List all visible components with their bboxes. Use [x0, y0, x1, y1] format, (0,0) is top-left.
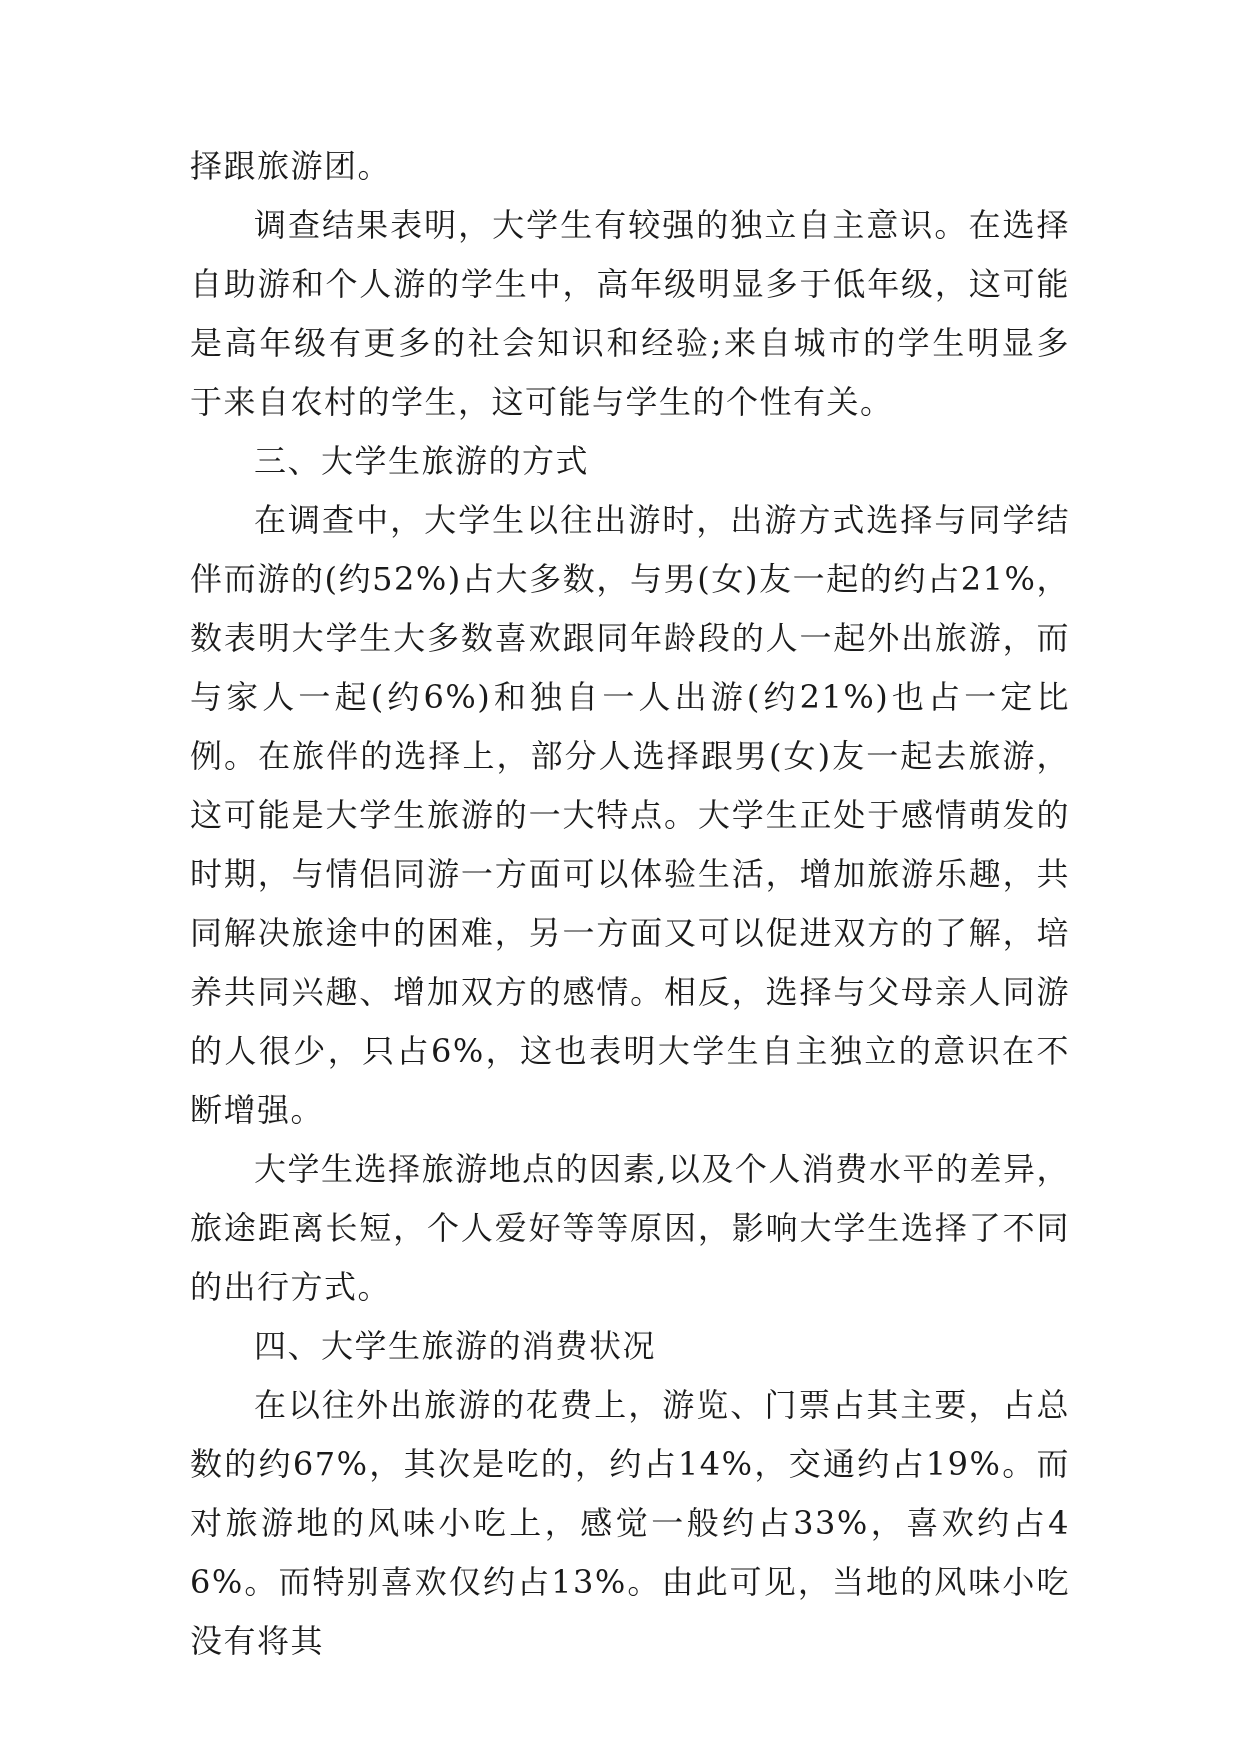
paragraph-independence: 调查结果表明，大学生有较强的独立自主意识。在选择自助游和个人游的学生中，高年级明显多于低年级，这可能是高年级有更多的社会知识和经验;来自城市的学生明显多于来自农村的学生，这可能与学生的个性有关。 — [190, 206, 1070, 421]
section-heading-consumption: 四、大学生旅游的消费状况 — [254, 1327, 657, 1365]
paragraph-travel-factors: 大学生选择旅游地点的因素,以及个人消费水平的差异，旅途距离长短，个人爱好等等原因，影响大学生选择了不同的出行方式。 — [190, 1150, 1070, 1306]
document-page — [190, 137, 1070, 1671]
paragraph-continuation: 择跟旅游团。 — [190, 147, 392, 185]
section-heading-travel-mode: 三、大学生旅游的方式 — [254, 442, 590, 480]
paragraph-spending: 在以往外出旅游的花费上，游览、门票占其主要，占总数的约67%，其次是吃的，约占14%，交通约占19%。而对旅游地的风味小吃上，感觉一般约占33%，喜欢约占46%。而特别喜欢仅约占13%。由此可见，当地的风味小吃没有将其 — [190, 1386, 1070, 1660]
paragraph-travel-companions: 在调查中，大学生以往出游时，出游方式选择与同学结伴而游的(约52%)占大多数，与男(女)友一起的约占21%，数表明大学生大多数喜欢跟同年龄段的人一起外出旅游，而与家人一起(约6%)和独自一人出游(约21%)也占一定比例。在旅伴的选择上，部分人选择跟男(女)友一起去旅游，这可能是大学生旅游的一大特点。大学生正处于感情萌发的时期，与情侣同游一方面可以体验生活，增加旅游乐趣，共同解决旅途中的困难，另一方面又可以促进双方的了解，培养共同兴趣、增加双方的感情。相反，选择与父母亲人同游的人很少，只占6%，这也表明大学生自主独立的意识在不断增强。 — [190, 501, 1070, 1129]
